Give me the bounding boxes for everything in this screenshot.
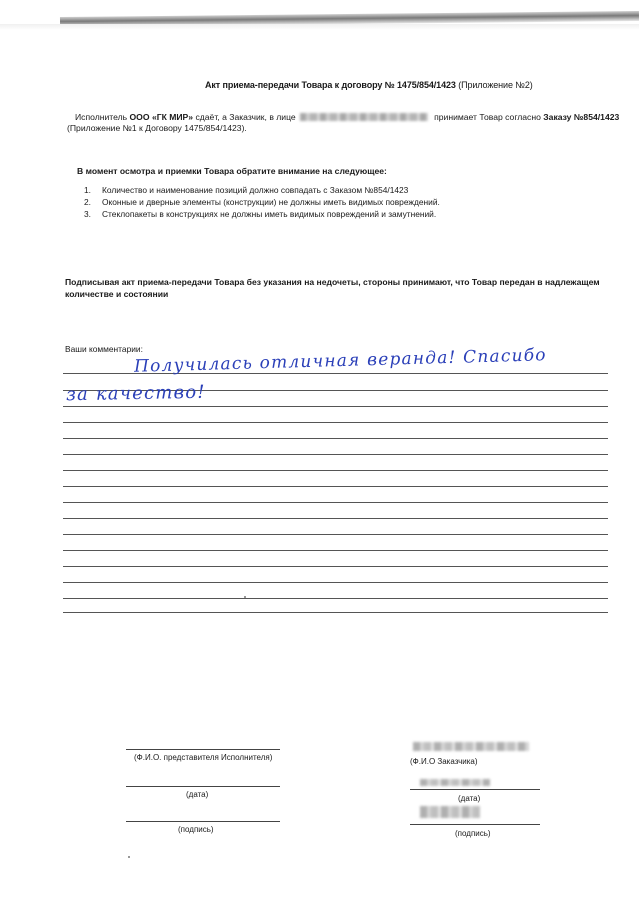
redacted-customer-fio [413,742,529,751]
executor-date-line [126,786,280,787]
customer-signature-line [410,824,540,825]
inspection-list [84,184,440,221]
comment-line [63,486,608,487]
customer-date-line [410,789,540,790]
intro-part2: сдаёт, а Заказчик, в лице [193,112,296,122]
comment-line [63,534,608,535]
intro-paragraph [67,112,622,134]
comment-line [63,550,608,551]
executor-name-caption: (Ф.И.О. представителя Исполнителя) [134,753,273,762]
list-item-text: Стеклопакеты в конструкциях не должны иметь видимых повреждений и замутнений. [102,209,437,220]
comment-line [63,406,608,407]
executor-name-line [126,749,280,750]
inspection-heading: В момент осмотра и приемки Товара обратите внимание на следующее: [77,166,387,176]
comment-line [63,518,608,519]
company-name: ООО «ГК МИР» [129,112,194,122]
handwritten-comment-line1: Получилась отличная веранда! Спасибо [133,345,547,377]
redacted-customer-signature [420,806,480,818]
comment-line [63,598,608,599]
executor-signature-line [126,821,280,822]
signing-note: Подписывая акт приема-передачи Товара без указания на недочеты, стороны принимают, что Товар передан в надлежащем количестве и состоянии [65,277,600,299]
customer-signature-caption: (подпись) [455,829,491,838]
scan-edge-fade [0,24,639,30]
redacted-customer-name [300,113,428,121]
title-main: Акт приема-передачи Товара к договору № 1475/854/1423 [205,80,456,90]
scan-speck [128,856,130,858]
list-item-text: Оконные и дверные элементы (конструкции) не должны иметь видимых повреждений. [102,197,440,208]
list-item [84,184,440,196]
comment-line [63,502,608,503]
intro-part4: (Приложение №1 к Договору 1475/854/1423). [67,123,247,133]
executor-signature-caption: (подпись) [178,825,214,834]
scan-speck [244,596,246,598]
list-item-number: 1. [84,185,91,195]
comments-label: Ваши комментарии: [65,344,143,354]
comment-line [63,422,608,423]
intro-part1: Исполнитель [75,112,130,122]
comment-line [63,454,608,455]
executor-date-caption: (дата) [186,790,209,799]
handwritten-comment-line2: за качество! [65,381,206,406]
order-reference: Заказу №854/1423 [543,112,620,122]
document-title [205,80,535,90]
list-item [84,196,440,208]
customer-date-caption: (дата) [458,794,481,803]
comment-line [63,470,608,471]
list-item-text: Количество и наименование позиций должно совпадать с Заказом №854/1423 [102,185,409,195]
list-item-number: 3. [84,209,91,220]
intro-part3: принимает Товар согласно [431,112,544,122]
comment-line [63,612,608,613]
title-appendix: (Приложение №2) [458,80,533,90]
comment-line [63,438,608,439]
comment-line [63,566,608,567]
list-item [84,208,440,220]
redacted-customer-date [420,779,490,786]
customer-name-caption: (Ф.И.О Заказчика) [410,757,478,766]
list-item-number: 2. [84,197,91,208]
comment-line [63,582,608,583]
